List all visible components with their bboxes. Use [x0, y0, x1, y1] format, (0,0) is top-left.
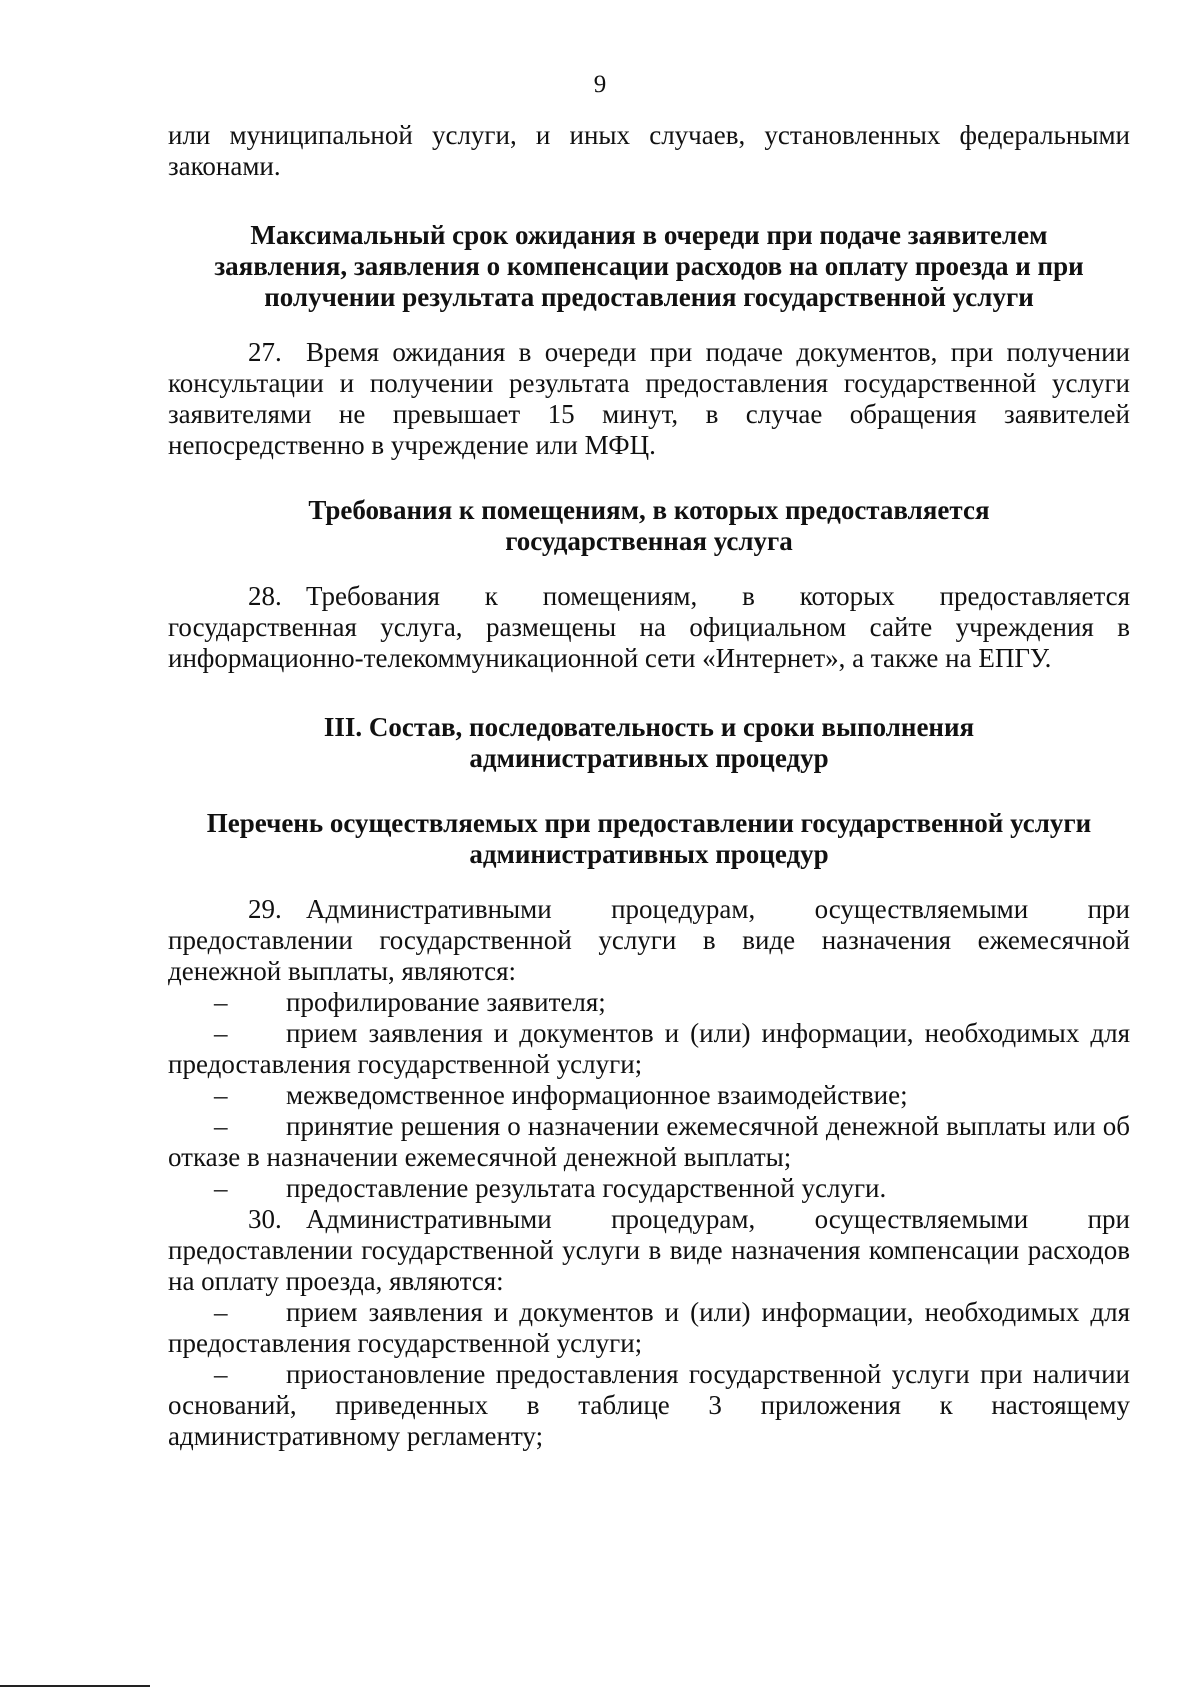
- dash-marker: –: [214, 987, 228, 1017]
- dash-marker: –: [214, 1111, 228, 1141]
- item-text: Административными процедурам, осуществляемыми при предоставлении государственной услуги в виде назначения ежемесячной денежной выплаты, являются:: [168, 894, 1130, 986]
- list-item-text: межведомственное информационное взаимодействие;: [286, 1080, 908, 1110]
- item-30-bullet-list: [168, 1297, 1130, 1452]
- heading-procedures-list: [168, 808, 1130, 870]
- item-29-bullet-list: [168, 987, 1130, 1204]
- list-item-text: прием заявления и документов и (или) информации, необходимых для предоставления государственной услуги;: [168, 1297, 1130, 1358]
- heading-line: государственная услуга: [505, 526, 793, 556]
- dash-marker: –: [214, 1359, 228, 1389]
- dash-marker: –: [214, 1080, 228, 1110]
- list-item: [168, 1297, 1130, 1359]
- item-text: Требования к помещениям, в которых предоставляется государственная услуга, размещены на официальном сайте учреждения в информационно-телекоммуникационной сети «Интернет», а также на ЕПГУ.: [168, 581, 1130, 673]
- heading-line: административных процедур: [469, 839, 829, 869]
- list-item: [168, 1111, 1130, 1173]
- heading-line: Требования к помещениям, в которых предоставляется: [308, 495, 990, 525]
- list-item-text: предоставление результата государственной услуги.: [286, 1173, 887, 1203]
- page-number: 9: [593, 71, 607, 98]
- list-item: [168, 1018, 1130, 1080]
- item-28: [168, 581, 1130, 674]
- item-number: 27.: [248, 337, 282, 367]
- heading-line: административных процедур: [469, 743, 829, 773]
- dash-marker: –: [214, 1297, 228, 1327]
- list-item-text: прием заявления и документов и (или) информации, необходимых для предоставления государственной услуги;: [168, 1018, 1130, 1079]
- document-body: [168, 120, 1130, 1452]
- heading-waiting-time: [168, 220, 1130, 313]
- list-item: [168, 1080, 1130, 1111]
- dash-marker: –: [214, 1018, 228, 1048]
- item-27: [168, 337, 1130, 461]
- list-item: [168, 1173, 1130, 1204]
- heading-line: Перечень осуществляемых при предоставлении государственной услуги: [206, 808, 1092, 838]
- item-number: 29.: [248, 894, 282, 924]
- heading-section-three: [168, 712, 1130, 774]
- dash-marker: –: [214, 1173, 228, 1203]
- item-text: Время ожидания в очереди при подаче документов, при получении консультации и получении результата предоставления государственной услуги заявителями не превышает 15 минут, в случае обращения заявителей непосредственно в учреждение или МФЦ.: [168, 337, 1130, 460]
- intro-paragraph: или муниципальной услуги, и иных случаев, установленных федеральными законами.: [168, 120, 1130, 181]
- heading-line: Максимальный срок ожидания в очереди при подаче заявителем: [250, 220, 1048, 250]
- item-29: [168, 894, 1130, 987]
- list-item: [168, 987, 1130, 1018]
- heading-line: получении результата предоставления государственной услуги: [264, 282, 1034, 312]
- list-item: [168, 1359, 1130, 1452]
- scan-edge-line: [0, 1685, 150, 1687]
- list-item-text: профилирование заявителя;: [286, 987, 606, 1017]
- heading-premises: [168, 495, 1130, 557]
- item-number: 30.: [248, 1204, 282, 1234]
- heading-line: заявления, заявления о компенсации расходов на оплату проезда и при: [214, 251, 1084, 281]
- item-number: 28.: [248, 581, 282, 611]
- list-item-text: принятие решения о назначении ежемесячной денежной выплаты или об отказе в назначении ежемесячной денежной выплаты;: [168, 1111, 1130, 1172]
- list-item-text: приостановление предоставления государственной услуги при наличии оснований, приведенных в таблице 3 приложения к настоящему административному регламенту;: [168, 1359, 1130, 1451]
- item-30: [168, 1204, 1130, 1297]
- item-text: Административными процедурам, осуществляемыми при предоставлении государственной услуги в виде назначения компенсации расходов на оплату проезда, являются:: [168, 1204, 1130, 1296]
- heading-line: III. Состав, последовательность и сроки выполнения: [323, 712, 975, 742]
